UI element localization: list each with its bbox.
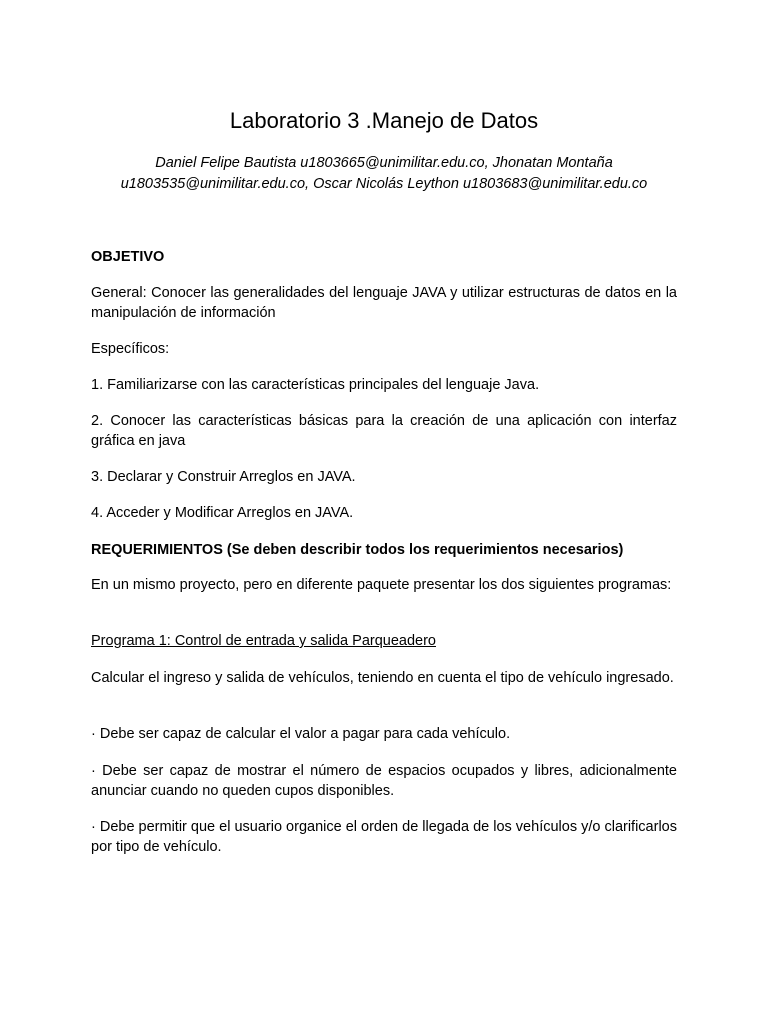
requirement-bullet-1: · Debe ser capaz de calcular el valor a pagar para cada vehículo.: [91, 726, 511, 742]
authors-line-2: u1803535@unimilitar.edu.co, Oscar Nicolás Leython u1803683@unimilitar.edu.co: [120, 176, 648, 192]
calcular-paragraph: Calcular el ingreso y salida de vehículos, teniendo en cuenta el tipo de vehículo ingresado.: [91, 670, 674, 686]
general-objective: General: Conocer las generalidades del lenguaje JAVA y utilizar estructuras de datos en la manipulación de información: [91, 285, 677, 321]
specific-objective-1: 1. Familiarizarse con las características principales del lenguaje Java.: [91, 377, 540, 393]
objetivo-heading: OBJETIVO: [91, 249, 165, 265]
authors-block: [71, 153, 697, 195]
authors-line-1: Daniel Felipe Bautista u1803665@unimilitar.edu.co, Jhonatan Montaña: [155, 155, 613, 171]
proyecto-paragraph: En un mismo proyecto, pero en diferente paquete presentar los dos siguientes programas:: [91, 577, 672, 593]
specific-objective-3: 3. Declarar y Construir Arreglos en JAVA.: [91, 469, 356, 485]
specific-objective-2: 2. Conocer las características básicas para la creación de una aplicación con interfaz gráfica en java: [91, 413, 677, 449]
programa-1-heading: Programa 1: Control de entrada y salida Parqueadero: [91, 633, 436, 649]
requirement-bullet-3: · Debe permitir que el usuario organice el orden de llegada de los vehículos y/o clarificarlos por tipo de vehículo.: [91, 819, 677, 855]
requerimientos-heading: REQUERIMIENTOS (Se deben describir todos los requerimientos necesarios): [91, 542, 624, 558]
requirement-bullet-2: · Debe ser capaz de mostrar el número de espacios ocupados y libres, adicionalmente anunciar cuando no queden cupos disponibles.: [91, 763, 677, 799]
especificos-label: Específicos:: [91, 341, 170, 357]
document-title: Laboratorio 3 .Manejo de Datos: [229, 108, 539, 133]
specific-objective-4: 4. Acceder y Modificar Arreglos en JAVA.: [91, 505, 354, 521]
